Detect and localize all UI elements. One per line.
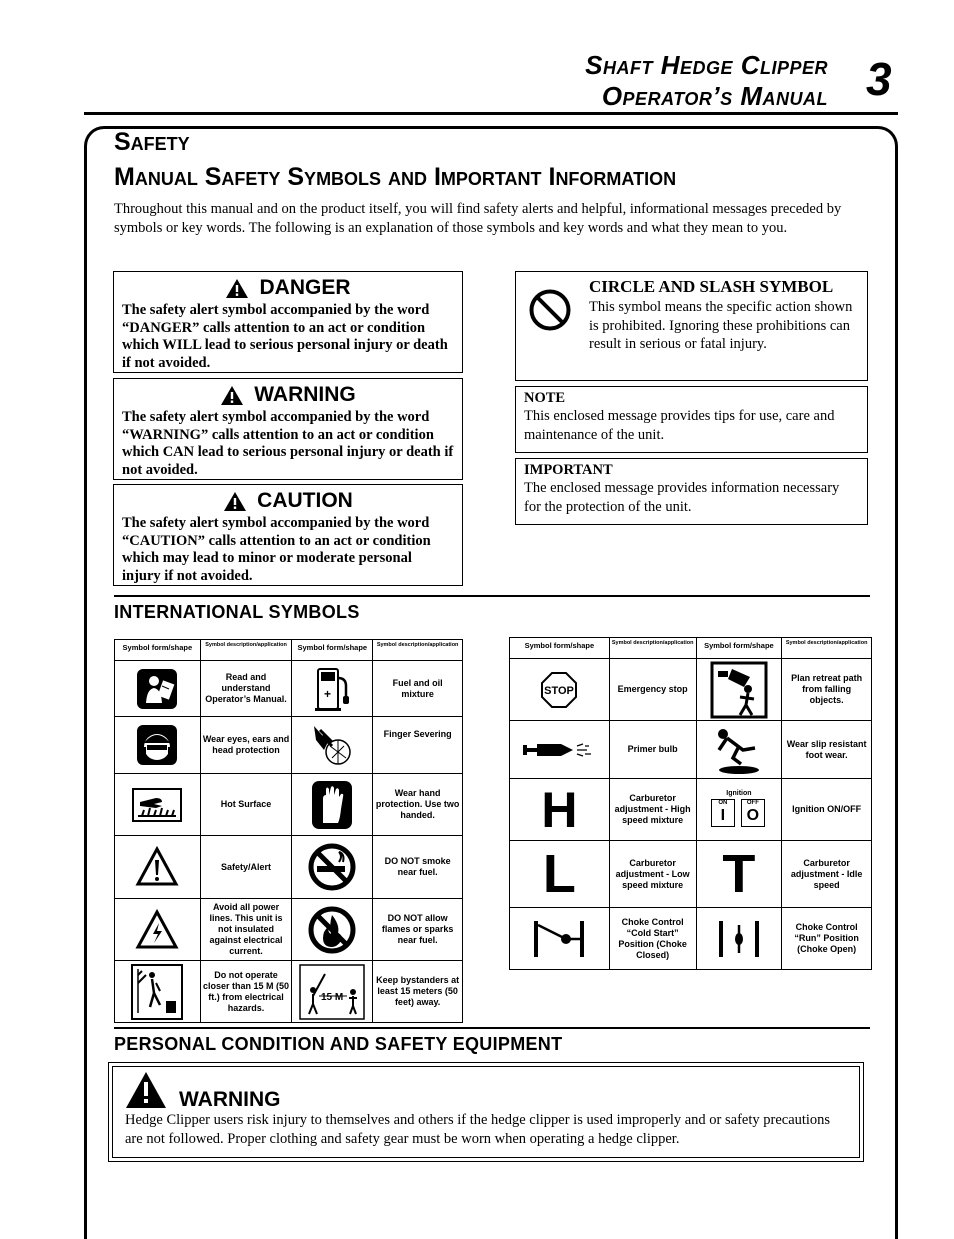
ignition-switch-icon bbox=[711, 790, 767, 830]
caution-box bbox=[113, 484, 463, 586]
alert-triangle-icon bbox=[220, 385, 244, 406]
symbol-desc: Wear eyes, ears and head protection bbox=[200, 717, 292, 774]
caution-label: CAUTION bbox=[257, 489, 353, 512]
note-box bbox=[515, 386, 868, 453]
important-box bbox=[515, 458, 868, 525]
distance-label: 15 M bbox=[321, 991, 344, 1003]
danger-box bbox=[113, 271, 463, 373]
section-subtitle: Manual Safety Symbols and Important Information bbox=[114, 163, 677, 191]
on-symbol: I bbox=[720, 806, 726, 824]
table-row bbox=[510, 908, 872, 970]
table-row bbox=[115, 961, 463, 1023]
personal-warning-box bbox=[108, 1062, 864, 1162]
table-row bbox=[510, 659, 872, 721]
primer-bulb-icon bbox=[521, 740, 597, 760]
table-row bbox=[115, 717, 463, 774]
symbol-desc: Carburetor adjustment - Low speed mixture bbox=[609, 841, 696, 908]
table-row bbox=[510, 779, 872, 841]
danger-text: The safety alert symbol accompanied by the word “DANGER” calls attention to an act or condition which WILL lead to serious personal injury or death if not avoided. bbox=[122, 302, 448, 371]
symbol-desc: Hot Surface bbox=[200, 774, 292, 836]
choke-closed-icon bbox=[526, 917, 592, 961]
power-line-distance-icon bbox=[130, 963, 184, 1021]
header-rule bbox=[84, 112, 898, 115]
intl-symbols-heading: INTERNATIONAL SYMBOLS bbox=[114, 602, 360, 622]
intl-symbols-table-right bbox=[509, 637, 872, 970]
symbol-desc: Choke Control “Run” Position (Choke Open) bbox=[782, 908, 872, 970]
warning-label: WARNING bbox=[254, 383, 356, 406]
symbol-desc: Carburetor adjustment - High speed mixture bbox=[609, 779, 696, 841]
alert-triangle-icon bbox=[223, 491, 247, 512]
fuel-pump-icon bbox=[310, 664, 354, 714]
off-symbol: O bbox=[746, 806, 760, 824]
letter-l-icon: L bbox=[542, 844, 576, 904]
symbol-desc: Wear slip resistant foot wear. bbox=[782, 721, 872, 779]
col-header-desc: Symbol description/application bbox=[373, 640, 463, 661]
manual-title bbox=[585, 50, 828, 112]
hot-surface-icon bbox=[132, 788, 182, 822]
section-title: Safety bbox=[114, 128, 190, 156]
manual-title-line1: Shaft Hedge Clipper bbox=[585, 50, 828, 80]
col-header-shape: Symbol form/shape bbox=[115, 640, 201, 661]
important-text: The enclosed message provides information necessary for the protection of the unit. bbox=[524, 480, 840, 515]
page-number: 3 bbox=[866, 53, 892, 105]
slip-icon bbox=[711, 724, 767, 776]
circle-slash-title: CIRCLE AND SLASH SYMBOL bbox=[589, 277, 834, 296]
col-header-desc: Symbol description/application bbox=[782, 638, 872, 659]
intl-symbols-table-left bbox=[114, 639, 463, 1023]
col-header-desc: Symbol description/application bbox=[609, 638, 696, 659]
table-row bbox=[115, 661, 463, 717]
alert-triangle-icon bbox=[125, 1071, 167, 1109]
manual-title-line2: Operator’s Manual bbox=[601, 81, 828, 111]
symbol-desc: Keep bystanders at least 15 meters (50 feet) away. bbox=[373, 961, 463, 1023]
symbol-desc: Choke Control “Cold Start” Position (Choke Closed) bbox=[609, 908, 696, 970]
table-row bbox=[510, 841, 872, 908]
warning-box bbox=[113, 378, 463, 480]
personal-warning-label: WARNING bbox=[179, 1088, 281, 1111]
choke-open-icon bbox=[711, 917, 767, 961]
intro-paragraph: Throughout this manual and on the product itself, you will find safety alerts and helpful, informational messages preceded by symbols or key words. The following is an explanation of those symbols and key words and what they mean to you. bbox=[114, 201, 842, 236]
symbol-desc: Emergency stop bbox=[609, 659, 696, 721]
alert-triangle-icon bbox=[135, 846, 179, 888]
ignition-label: Ignition bbox=[726, 789, 752, 797]
symbol-desc: Safety/Alert bbox=[200, 836, 292, 899]
caution-text: The safety alert symbol accompanied by the word “CAUTION” calls attention to an act or condition which may lead to minor or moderate personal injury if not avoided. bbox=[122, 515, 431, 584]
circle-slash-box bbox=[515, 271, 868, 381]
table-row bbox=[115, 836, 463, 899]
symbol-desc: Finger Severing bbox=[373, 717, 463, 774]
danger-label: DANGER bbox=[259, 276, 351, 299]
letter-h-icon: H bbox=[541, 781, 578, 838]
no-smoking-icon bbox=[307, 842, 357, 892]
head-protection-icon bbox=[135, 723, 179, 767]
table-row bbox=[510, 721, 872, 779]
section-rule bbox=[114, 595, 870, 597]
symbol-desc: Plan retreat path from falling objects. bbox=[782, 659, 872, 721]
circle-slash-text: This symbol means the specific action shown is prohibited. Ignoring these prohibitions can result in serious or fatal injury. bbox=[589, 299, 853, 352]
off-label: OFF bbox=[746, 799, 759, 806]
personal-warning-text: Hedge Clipper users risk injury to themselves and others if the hedge clipper is used improperly and or safety precautions are not followed. Proper clothing and safety gear must be worn when operating a hedge clipper. bbox=[125, 1112, 831, 1147]
note-title: NOTE bbox=[524, 390, 566, 406]
symbol-desc: Carburetor adjustment - Idle speed bbox=[782, 841, 872, 908]
col-header-shape: Symbol form/shape bbox=[292, 640, 373, 661]
table-row bbox=[115, 774, 463, 836]
important-title: IMPORTANT bbox=[524, 462, 613, 478]
symbol-desc: Avoid all power lines. This unit is not insulated against electrical current. bbox=[200, 899, 292, 961]
finger-severing-icon bbox=[310, 720, 354, 770]
symbol-desc: Fuel and oil mixture bbox=[373, 661, 463, 717]
symbol-desc: Primer bulb bbox=[609, 721, 696, 779]
circle-slash-icon bbox=[528, 288, 572, 332]
col-header-shape: Symbol form/shape bbox=[696, 638, 782, 659]
stop-sign-icon bbox=[540, 671, 578, 709]
personal-condition-heading: PERSONAL CONDITION AND SAFETY EQUIPMENT bbox=[114, 1034, 563, 1054]
col-header-desc: Symbol description/application bbox=[200, 640, 292, 661]
symbol-desc: DO NOT smoke near fuel. bbox=[373, 836, 463, 899]
col-header-shape: Symbol form/shape bbox=[510, 638, 610, 659]
no-flame-icon bbox=[307, 905, 357, 955]
alert-triangle-icon bbox=[225, 278, 249, 299]
symbol-desc: Do not operate closer than 15 M (50 ft.) from electrical hazards. bbox=[200, 961, 292, 1023]
bystander-distance-icon bbox=[299, 964, 365, 1020]
glove-icon bbox=[310, 779, 354, 831]
symbol-desc: Wear hand protection. Use two handed. bbox=[373, 774, 463, 836]
warning-text: The safety alert symbol accompanied by the word “WARNING” calls attention to an act or condition which CAN lead to serious personal injury or death if not avoided. bbox=[122, 409, 454, 478]
section-rule bbox=[114, 1027, 870, 1029]
manual-icon bbox=[135, 667, 179, 711]
on-label: ON bbox=[718, 799, 728, 806]
symbol-desc: DO NOT allow flames or sparks near fuel. bbox=[373, 899, 463, 961]
letter-t-icon: T bbox=[722, 844, 756, 904]
note-text: This enclosed message provides tips for use, care and maintenance of the unit. bbox=[524, 408, 835, 443]
stop-label: STOP bbox=[544, 684, 575, 697]
table-row bbox=[115, 899, 463, 961]
electric-hazard-icon bbox=[135, 909, 179, 951]
symbol-desc: Ignition ON/OFF bbox=[782, 779, 872, 841]
symbol-desc: Read and understand Operator’s Manual. bbox=[200, 661, 292, 717]
falling-object-icon bbox=[710, 661, 768, 719]
svg-text:+: + bbox=[324, 686, 332, 701]
